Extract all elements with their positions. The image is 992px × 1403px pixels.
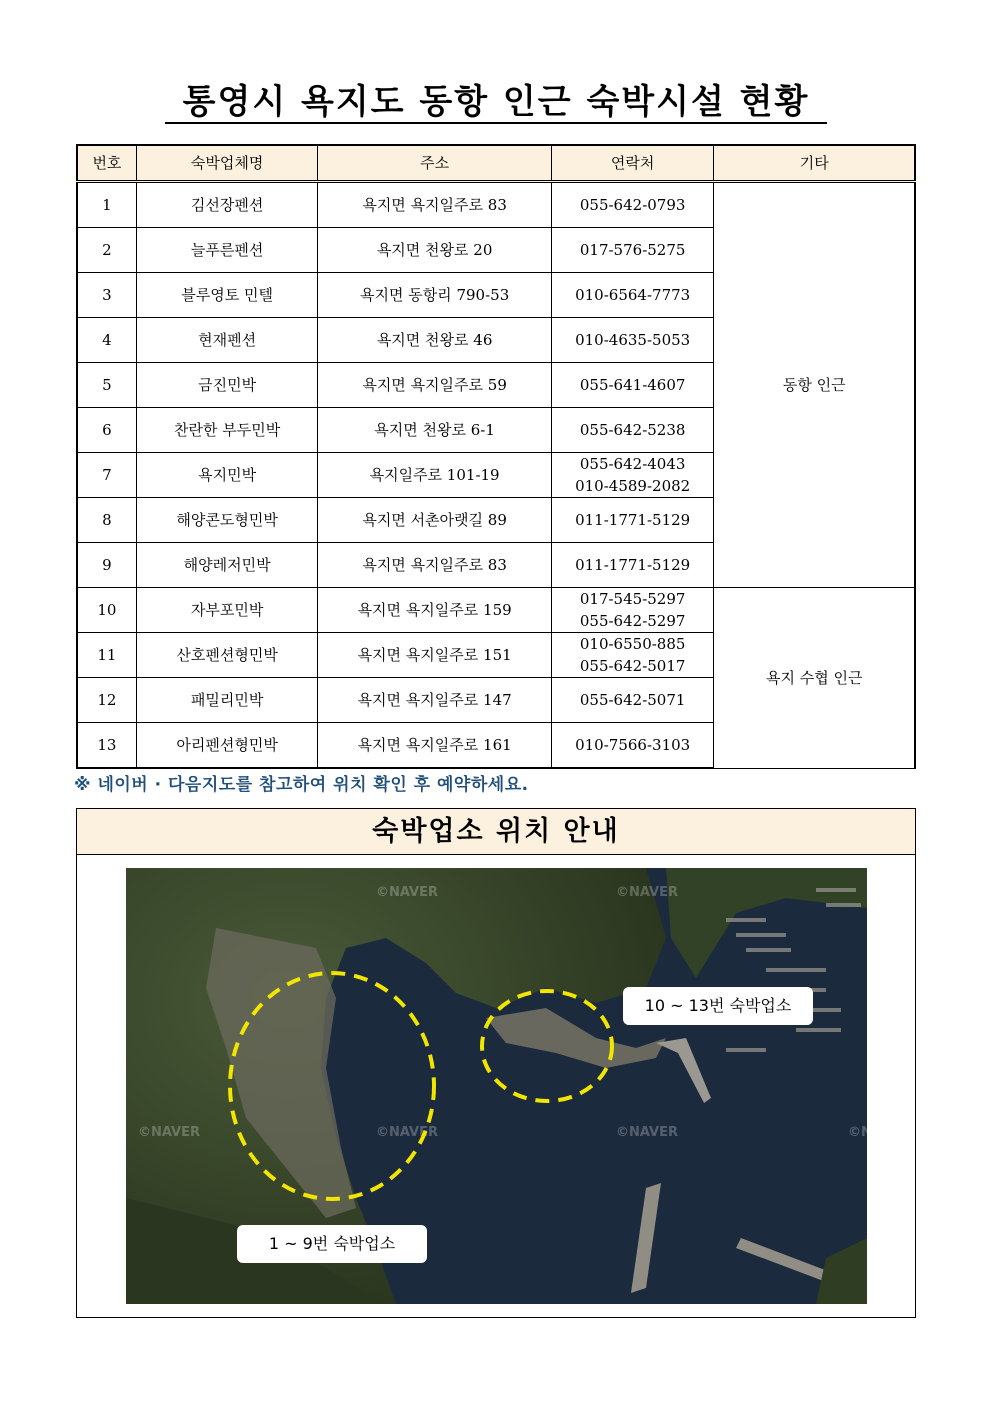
cell-address: 욕지면 욕지일주로 159 bbox=[318, 588, 551, 633]
cell-address: 욕지면 천왕로 6-1 bbox=[318, 408, 551, 453]
cell-name: 김선장펜션 bbox=[136, 182, 318, 228]
callout-10-13: 10 ~ 13번 숙박업소 bbox=[623, 987, 813, 1025]
map-section bbox=[76, 808, 916, 1318]
cell-name: 해양콘도형민박 bbox=[136, 498, 318, 543]
cell-group-donghang: 동항 인근 bbox=[714, 182, 915, 588]
cell-no: 13 bbox=[77, 723, 136, 769]
satellite-map bbox=[126, 868, 911, 1304]
map-title: 숙박업소 위치 안내 bbox=[77, 809, 915, 855]
cell-no: 2 bbox=[77, 228, 136, 273]
cell-contact bbox=[551, 633, 714, 678]
phone-number: 055-642-0793 bbox=[579, 196, 686, 214]
cell-address: 욕지면 욕지일주로 83 bbox=[318, 182, 551, 228]
cell-contact bbox=[551, 588, 714, 633]
cell-contact bbox=[551, 498, 714, 543]
table-row bbox=[77, 182, 915, 228]
callout-1-9: 1 ~ 9번 숙박업소 bbox=[237, 1225, 427, 1263]
header-no: 번호 bbox=[77, 145, 136, 182]
header-address: 주소 bbox=[318, 145, 551, 182]
cell-name: 패밀리민박 bbox=[136, 678, 318, 723]
title-underline bbox=[165, 122, 827, 124]
cell-no: 4 bbox=[77, 318, 136, 363]
cell-name: 늘푸른펜션 bbox=[136, 228, 318, 273]
cell-no: 5 bbox=[77, 363, 136, 408]
phone-number: 010-4635-5053 bbox=[575, 331, 691, 349]
cell-name: 현재펜션 bbox=[136, 318, 318, 363]
cell-contact bbox=[551, 453, 714, 498]
cell-no: 6 bbox=[77, 408, 136, 453]
cell-name: 산호펜션형민박 bbox=[136, 633, 318, 678]
phone-number: 010-6564-7773 bbox=[575, 286, 691, 304]
cell-no: 11 bbox=[77, 633, 136, 678]
cell-contact bbox=[551, 228, 714, 273]
cell-group-suhyup: 욕지 수협 인근 bbox=[714, 588, 915, 769]
watermark-2: ©NAVER bbox=[616, 885, 679, 900]
phone-number: 055-642-5238 bbox=[579, 421, 686, 439]
cell-address: 욕지면 욕지일주로 83 bbox=[318, 543, 551, 588]
phone-number: 011-1771-5129 bbox=[575, 511, 691, 529]
cell-address: 욕지면 욕지일주로 59 bbox=[318, 363, 551, 408]
cell-no: 7 bbox=[77, 453, 136, 498]
watermark-6: ©NAVER bbox=[848, 1125, 911, 1140]
lodging-table bbox=[76, 144, 916, 769]
cell-contact bbox=[551, 408, 714, 453]
cell-name: 아리펜션형민박 bbox=[136, 723, 318, 769]
cell-contact bbox=[551, 363, 714, 408]
cell-address: 욕지면 욕지일주로 147 bbox=[318, 678, 551, 723]
table-header-row bbox=[77, 145, 915, 182]
cell-name: 욕지민박 bbox=[136, 453, 318, 498]
phone-number: 010-4589-2082 bbox=[575, 477, 691, 495]
cell-no: 3 bbox=[77, 273, 136, 318]
cell-name: 자부포민박 bbox=[136, 588, 318, 633]
cell-no: 8 bbox=[77, 498, 136, 543]
cell-name: 찬란한 부두민박 bbox=[136, 408, 318, 453]
phone-number: 017-545-5297 bbox=[579, 590, 686, 608]
header-etc: 기타 bbox=[714, 145, 915, 182]
cell-name: 블루영토 민텔 bbox=[136, 273, 318, 318]
watermark-3: ©NAVER bbox=[138, 1125, 201, 1140]
cell-contact bbox=[551, 318, 714, 363]
phone-number: 010-6550-885 bbox=[579, 635, 686, 653]
page-title: 통영시 욕지도 동항 인근 숙박시설 현황 bbox=[182, 82, 810, 122]
reservation-note: ※ 네이버 · 다음지도를 참고하여 위치 확인 후 예약하세요. bbox=[74, 775, 529, 795]
watermark-1: ©NAVER bbox=[376, 885, 439, 900]
cell-address: 욕지면 천왕로 46 bbox=[318, 318, 551, 363]
phone-number: 011-1771-5129 bbox=[575, 556, 691, 574]
cell-name: 금진민박 bbox=[136, 363, 318, 408]
cell-address: 욕지면 욕지일주로 151 bbox=[318, 633, 551, 678]
cell-no: 1 bbox=[77, 182, 136, 228]
cell-contact bbox=[551, 273, 714, 318]
header-contact: 연락처 bbox=[551, 145, 714, 182]
cell-contact bbox=[551, 678, 714, 723]
watermark-4: ©NAVER bbox=[376, 1125, 439, 1140]
cell-no: 10 bbox=[77, 588, 136, 633]
phone-number: 010-7566-3103 bbox=[575, 736, 691, 754]
phone-number: 055-642-5017 bbox=[579, 657, 686, 675]
cell-address: 욕지면 천왕로 20 bbox=[318, 228, 551, 273]
phone-number: 017-576-5275 bbox=[579, 241, 686, 259]
cell-address: 욕지일주로 101-19 bbox=[318, 453, 551, 498]
cell-contact bbox=[551, 182, 714, 228]
phone-number: 055-642-5071 bbox=[579, 691, 686, 709]
phone-number: 055-641-4607 bbox=[579, 376, 686, 394]
header-name: 숙박업체명 bbox=[136, 145, 318, 182]
cell-contact bbox=[551, 543, 714, 588]
phone-number: 055-642-4043 bbox=[579, 455, 686, 473]
cell-no: 9 bbox=[77, 543, 136, 588]
cell-contact bbox=[551, 723, 714, 769]
watermark-5: ©NAVER bbox=[616, 1125, 679, 1140]
cell-address: 욕지면 동항리 790-53 bbox=[318, 273, 551, 318]
phone-number: 055-642-5297 bbox=[579, 612, 686, 630]
cell-address: 욕지면 서촌아랫길 89 bbox=[318, 498, 551, 543]
cell-no: 12 bbox=[77, 678, 136, 723]
cell-address: 욕지면 욕지일주로 161 bbox=[318, 723, 551, 769]
cell-name: 해양레저민박 bbox=[136, 543, 318, 588]
table-row bbox=[77, 588, 915, 633]
